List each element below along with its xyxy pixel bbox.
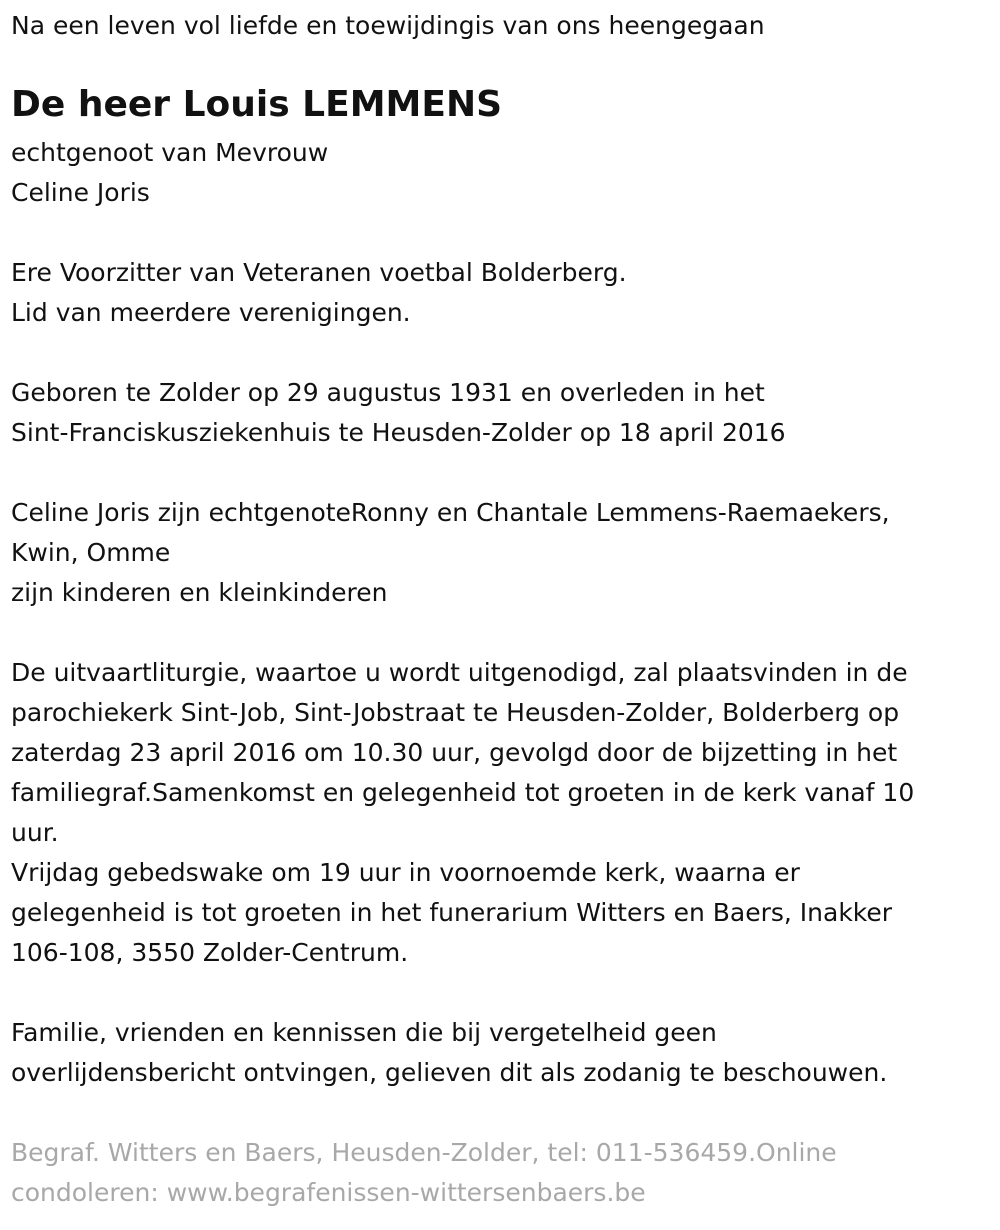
family-line: zijn kinderen en kleinkinderen [11,578,388,607]
notice-line: overlijdensbericht ontvingen, gelieven dit als zodanig te beschouwen. [11,1058,888,1087]
liturgy-line: familiegraf.Samenkomst en gelegenheid tot groeten in de kerk vanaf 10 [11,778,915,807]
family-line: Kwin, Omme [11,538,171,567]
birth-line: Geboren te Zolder op 29 augustus 1931 en overleden in het [11,378,765,407]
intro-text: Na een leven vol liefde en toewijdingis van ons heengegaan [11,11,765,40]
spouse-name: Celine Joris [11,178,150,207]
spouse-line: echtgenoot van Mevrouw [11,138,329,167]
family-line: Celine Joris zijn echtgenoteRonny en Chantale Lemmens-Raemaekers, [11,498,890,527]
spouse-section [11,133,328,213]
family-section [11,493,890,613]
liturgy-line: zaterdag 23 april 2016 om 10.30 uur, gevolgd door de bijzetting in het [11,738,898,767]
condolence-website: condoleren: www.begrafenissen-wittersenbaers.be [11,1178,646,1207]
liturgy-line: uur. [11,818,59,847]
liturgy-line: De uitvaartliturgie, waartoe u wordt uitgenodigd, zal plaatsvinden in de [11,658,908,687]
liturgy-section [11,653,914,973]
role-line: Lid van meerdere verenigingen. [11,298,411,327]
death-line: Sint-Franciskusziekenhuis te Heusden-Zolder op 18 april 2016 [11,418,786,447]
vigil-line: 106-108, 3550 Zolder-Centrum. [11,938,409,967]
funeral-home-contact: Begraf. Witters en Baers, Heusden-Zolder, tel: 011-536459.Online [11,1138,837,1167]
deceased-name: De heer Louis LEMMENS [11,84,503,125]
vigil-line: Vrijdag gebedswake om 19 uur in voornoemde kerk, waarna er [11,858,800,887]
funeral-home-footer [11,1133,837,1213]
roles-section [11,253,627,333]
role-line: Ere Voorzitter van Veteranen voetbal Bolderberg. [11,258,627,287]
notice-section [11,1013,887,1093]
liturgy-line: parochiekerk Sint-Job, Sint-Jobstraat te Heusden-Zolder, Bolderberg op [11,698,900,727]
notice-line: Familie, vrienden en kennissen die bij vergetelheid geen [11,1018,717,1047]
birth-death-section [11,373,786,453]
vigil-line: gelegenheid is tot groeten in het funerarium Witters en Baers, Inakker [11,898,893,927]
